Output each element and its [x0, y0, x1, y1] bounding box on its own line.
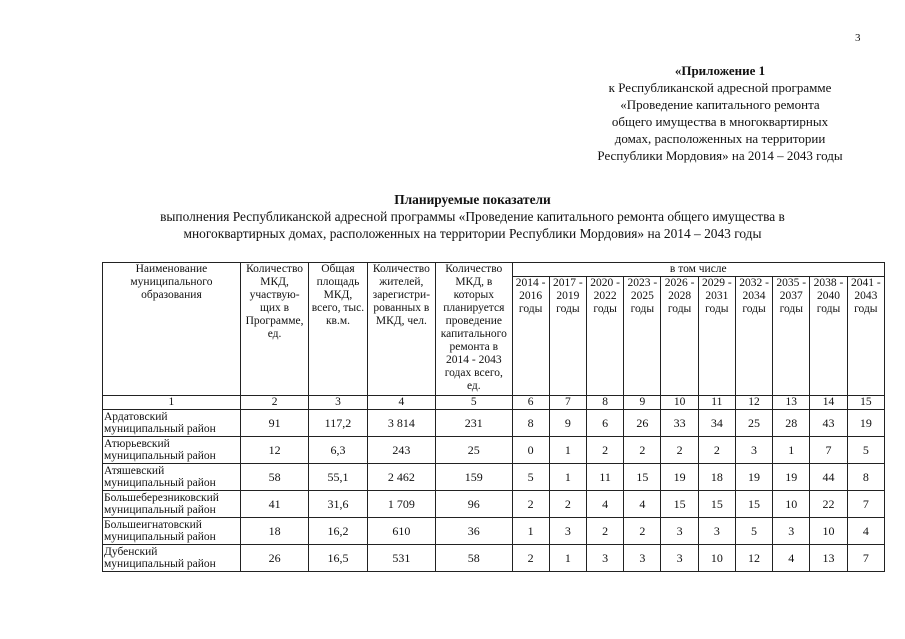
table-row: [103, 437, 885, 464]
table-cell: 5: [512, 464, 549, 491]
table-cell: 19: [847, 410, 884, 437]
column-number: 7: [549, 396, 586, 410]
table-cell: 10: [810, 518, 847, 545]
table-cell: 55,1: [309, 464, 367, 491]
table-cell: 4: [773, 545, 810, 572]
row-municipality-name: Дубенский муниципальный район: [103, 545, 241, 572]
table-cell: 2: [512, 545, 549, 572]
column-number: 11: [698, 396, 735, 410]
table-cell: 25: [735, 410, 772, 437]
table-cell: 18: [240, 518, 308, 545]
column-number: 12: [735, 396, 772, 410]
table-cell: 243: [367, 437, 435, 464]
appendix-title: [560, 62, 880, 79]
table-cell: 1: [773, 437, 810, 464]
table-cell: 16,2: [309, 518, 367, 545]
header-year: 2038 - 2040 годы: [810, 277, 847, 396]
appendix-line: к Республиканской адресной программе: [608, 80, 832, 95]
table-cell: 3: [735, 437, 772, 464]
table-cell: 12: [240, 437, 308, 464]
column-number: 8: [587, 396, 624, 410]
table-cell: 2: [624, 518, 661, 545]
table-cell: 15: [624, 464, 661, 491]
table-cell: 31,6: [309, 491, 367, 518]
table-cell: 19: [661, 464, 698, 491]
table-cell: 8: [847, 464, 884, 491]
document-heading: [80, 191, 865, 242]
header-year: 2041 - 2043 годы: [847, 277, 884, 396]
appendix-line: «Проведение капитального ремонта: [620, 97, 820, 112]
table-cell: 13: [810, 545, 847, 572]
table-cell: 28: [773, 410, 810, 437]
table-cell: 43: [810, 410, 847, 437]
table-cell: 3: [698, 518, 735, 545]
table-cell: 610: [367, 518, 435, 545]
appendix-title-quote: «: [674, 63, 682, 78]
table-cell: 4: [624, 491, 661, 518]
row-municipality-name: Большеберезниковский муниципальный район: [103, 491, 241, 518]
table-cell: 5: [735, 518, 772, 545]
table-cell: 4: [847, 518, 884, 545]
indicators-table: [102, 262, 885, 572]
table-cell: 58: [240, 464, 308, 491]
table-cell: 159: [436, 464, 512, 491]
table-cell: 6,3: [309, 437, 367, 464]
appendix-block: [560, 62, 880, 164]
table-cell: 2: [512, 491, 549, 518]
table-row: [103, 464, 885, 491]
table-row: [103, 518, 885, 545]
table-cell: 5: [847, 437, 884, 464]
table-cell: 18: [698, 464, 735, 491]
table-cell: 1 709: [367, 491, 435, 518]
column-number: 14: [810, 396, 847, 410]
column-number-row: [103, 396, 885, 410]
header-count-mkd: Количество МКД, участвую-щих в Программе, ед.: [240, 263, 308, 396]
header-year: 2023 - 2025 годы: [624, 277, 661, 396]
table-cell: 58: [436, 545, 512, 572]
heading-line: многоквартирных домах, расположенных на территории Республики Мордовия» на 2014 – 2043 годы: [183, 226, 762, 241]
header-year: 2029 - 2031 годы: [698, 277, 735, 396]
table-cell: 10: [698, 545, 735, 572]
table-cell: 231: [436, 410, 512, 437]
table-cell: 26: [240, 545, 308, 572]
table-cell: 2: [549, 491, 586, 518]
table-cell: 22: [810, 491, 847, 518]
header-group: в том числе: [512, 263, 884, 277]
page-number: 3: [855, 32, 861, 44]
header-residents: Количество жителей, зарегистри-рованных в МКД, чел.: [367, 263, 435, 396]
table-cell: 2: [624, 437, 661, 464]
table-cell: 34: [698, 410, 735, 437]
table-cell: 4: [587, 491, 624, 518]
header-year: 2026 - 2028 годы: [661, 277, 698, 396]
table-cell: 2 462: [367, 464, 435, 491]
table-cell: 3 814: [367, 410, 435, 437]
header-year: 2014 - 2016 годы: [512, 277, 549, 396]
table-cell: 2: [587, 518, 624, 545]
column-number: 9: [624, 396, 661, 410]
table-cell: 2: [661, 437, 698, 464]
column-number: 1: [103, 396, 241, 410]
table-cell: 1: [549, 545, 586, 572]
row-municipality-name: Атюрьевский муниципальный район: [103, 437, 241, 464]
row-municipality-name: Большеигнатовский муниципальный район: [103, 518, 241, 545]
table-cell: 1: [549, 464, 586, 491]
column-number: 15: [847, 396, 884, 410]
table-cell: 6: [587, 410, 624, 437]
table-cell: 15: [698, 491, 735, 518]
table-cell: 19: [735, 464, 772, 491]
table-cell: 9: [549, 410, 586, 437]
appendix-title-text: Приложение 1: [681, 63, 766, 78]
table-cell: 44: [810, 464, 847, 491]
appendix-line: домах, расположенных на территории: [614, 131, 826, 146]
header-area: Общая площадь МКД, всего, тыс. кв.м.: [309, 263, 367, 396]
header-planned: Количество МКД, в которых планируется проведение капитального ремонта в 2014 - 2043 годах всего, ед.: [436, 263, 512, 396]
column-number: 3: [309, 396, 367, 410]
header-year: 2035 - 2037 годы: [773, 277, 810, 396]
table-body: [103, 410, 885, 572]
appendix-line: Республики Мордовия» на 2014 – 2043 годы: [597, 148, 843, 163]
table-cell: 15: [735, 491, 772, 518]
table-cell: 0: [512, 437, 549, 464]
header-row-group: [103, 263, 885, 277]
table-cell: 15: [661, 491, 698, 518]
header-year: 2020 - 2022 годы: [587, 277, 624, 396]
table-cell: 2: [698, 437, 735, 464]
table-cell: 3: [624, 545, 661, 572]
table-cell: 117,2: [309, 410, 367, 437]
table-cell: 33: [661, 410, 698, 437]
table-cell: 25: [436, 437, 512, 464]
table-cell: 7: [847, 491, 884, 518]
column-number: 10: [661, 396, 698, 410]
table-cell: 41: [240, 491, 308, 518]
heading-line: выполнения Республиканской адресной программы «Проведение капитального ремонта общего имущества в: [160, 209, 785, 224]
table-cell: 8: [512, 410, 549, 437]
appendix-line: общего имущества в многоквартирных: [611, 114, 829, 129]
table-cell: 2: [587, 437, 624, 464]
row-municipality-name: Ардатовский муниципальный район: [103, 410, 241, 437]
header-name: Наименование муниципального образования: [103, 263, 241, 396]
table-cell: 10: [773, 491, 810, 518]
table-cell: 36: [436, 518, 512, 545]
table-cell: 531: [367, 545, 435, 572]
table-cell: 1: [512, 518, 549, 545]
column-number: 6: [512, 396, 549, 410]
heading-title: Планируемые показатели: [394, 192, 551, 207]
table-cell: 19: [773, 464, 810, 491]
table-cell: 7: [847, 545, 884, 572]
table-cell: 3: [661, 545, 698, 572]
column-number: 13: [773, 396, 810, 410]
table-cell: 26: [624, 410, 661, 437]
table-cell: 91: [240, 410, 308, 437]
column-number: 5: [436, 396, 512, 410]
column-number: 4: [367, 396, 435, 410]
table-cell: 3: [661, 518, 698, 545]
table-cell: 3: [587, 545, 624, 572]
header-year: 2032 - 2034 годы: [735, 277, 772, 396]
table-row: [103, 545, 885, 572]
row-municipality-name: Атяшевский муниципальный район: [103, 464, 241, 491]
header-year: 2017 - 2019 годы: [549, 277, 586, 396]
column-number: 2: [240, 396, 308, 410]
table-cell: 3: [549, 518, 586, 545]
table-cell: 11: [587, 464, 624, 491]
table-row: [103, 491, 885, 518]
table-cell: 7: [810, 437, 847, 464]
table-cell: 12: [735, 545, 772, 572]
table-cell: 3: [773, 518, 810, 545]
table-cell: 96: [436, 491, 512, 518]
table-cell: 1: [549, 437, 586, 464]
table-cell: 16,5: [309, 545, 367, 572]
table-row: [103, 410, 885, 437]
